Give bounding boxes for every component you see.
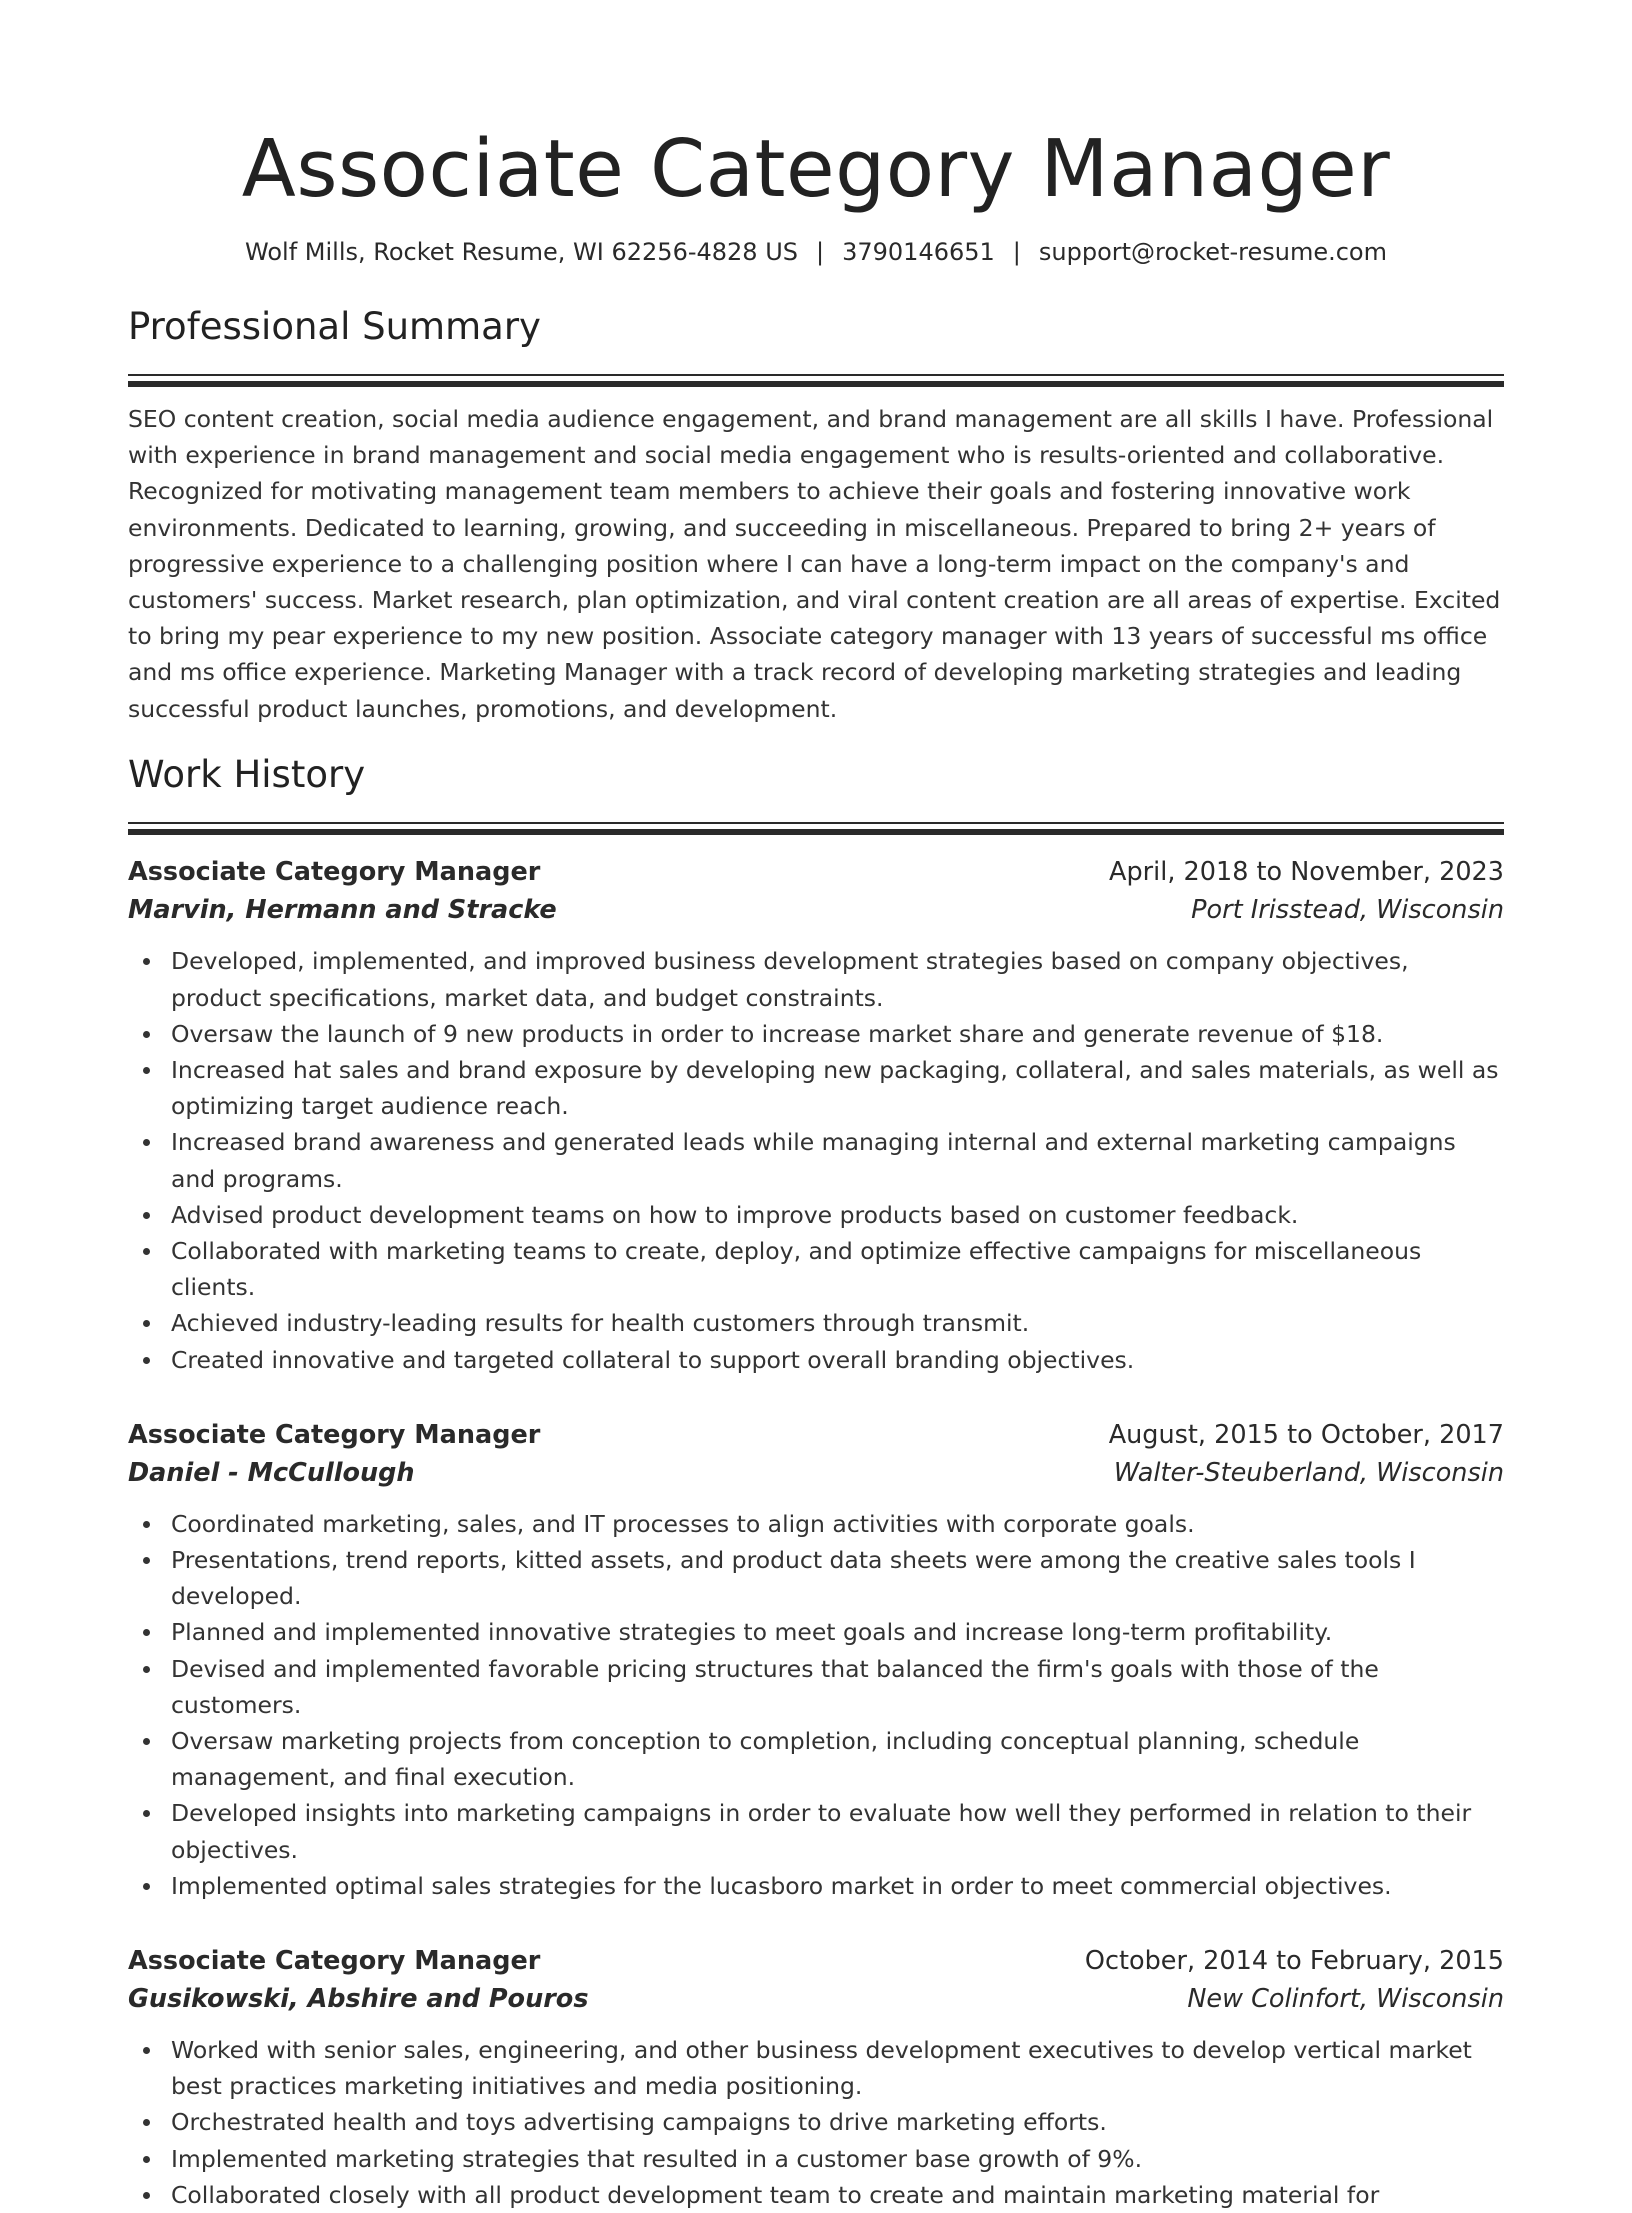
section-divider xyxy=(128,374,1504,387)
contact-line xyxy=(128,236,1504,268)
contact-email: support@rocket-resume.com xyxy=(1038,238,1387,266)
job-bullet: Implemented optimal sales strategies for the lucasboro market in order to meet commercial objectives. xyxy=(171,1868,1504,1904)
job-entry xyxy=(128,853,1504,1377)
professional-summary-section xyxy=(128,302,1504,727)
job-entry xyxy=(128,1942,1504,2213)
resume-page xyxy=(128,0,1504,2213)
contact-address: Wolf Mills, Rocket Resume, WI 62256-4828 US xyxy=(245,238,798,266)
contact-separator: | xyxy=(816,238,825,266)
work-history-section xyxy=(128,750,1504,2213)
section-divider xyxy=(128,822,1504,835)
job-bullet: Advised product development teams on how to improve products based on customer feedback. xyxy=(171,1197,1504,1233)
job-location: New Colinfort, Wisconsin xyxy=(1187,1984,1504,2014)
section-heading-summary: Professional Summary xyxy=(128,305,541,348)
job-dates: April, 2018 to November, 2023 xyxy=(1109,857,1504,888)
job-bullet: Increased brand awareness and generated leads while managing internal and external marketing campaigns and programs. xyxy=(171,1124,1504,1196)
job-bullet: Increased hat sales and brand exposure by developing new packaging, collateral, and sales materials, as well as optimizing target audience reach. xyxy=(171,1052,1504,1124)
job-bullet: Oversaw marketing projects from conception to completion, including conceptual planning, schedule management, and final execution. xyxy=(171,1723,1504,1795)
job-location: Walter-Steuberland, Wisconsin xyxy=(1113,1457,1504,1488)
job-company: Gusikowski, Abshire and Pouros xyxy=(128,1984,589,2014)
job-dates: October, 2014 to February, 2015 xyxy=(1084,1946,1504,1976)
job-entry xyxy=(128,1416,1504,1904)
job-bullet: Devised and implemented favorable pricing structures that balanced the firm's goals with those of the customers. xyxy=(171,1651,1504,1723)
job-bullet: Orchestrated health and toys advertising campaigns to drive marketing efforts. xyxy=(171,2104,1504,2140)
job-company: Marvin, Hermann and Stracke xyxy=(128,895,557,926)
summary-text: SEO content creation, social media audience engagement, and brand management are all skills I have. Professional with experience in brand management and social media engagement who is results-oriented and collaborative. Recognized for motivating management team members to achieve their goals and fostering innovative work environments. Dedicated to learning, growing, and succeeding in miscellaneous. Prepared to bring 2+ years of progressive experience to a challenging position where I can have a long-term impact on the company's and customers' success. Market research, plan optimization, and viral content creation are all areas of expertise. Excited to bring my pear experience to my new position. Associate category manager with 13 years of successful ms office and ms office experience. Marketing Manager with a track record of developing marketing strategies and leading successful product launches, promotions, and development. xyxy=(128,405,1501,723)
job-bullet: Achieved industry-leading results for health customers through transmit. xyxy=(171,1305,1504,1341)
job-bullet: Developed, implemented, and improved business development strategies based on company objectives, product specifications, market data, and budget constraints. xyxy=(171,943,1504,1015)
job-dates: August, 2015 to October, 2017 xyxy=(1108,1419,1504,1450)
job-bullet: Collaborated closely with all product development team to create and maintain marketing material for xyxy=(171,2177,1504,2213)
contact-phone: 3790146651 xyxy=(842,238,995,266)
job-bullet: Developed insights into marketing campaigns in order to evaluate how well they performed in relation to their objectives. xyxy=(171,1795,1504,1867)
job-bullet: Coordinated marketing, sales, and IT processes to align activities with corporate goals. xyxy=(171,1506,1504,1542)
contact-separator: | xyxy=(1012,238,1021,266)
job-bullet-list xyxy=(128,2032,1504,2213)
job-bullet-list xyxy=(128,943,1504,1377)
job-bullet: Oversaw the launch of 9 new products in order to increase market share and generate revenue of $18. xyxy=(171,1016,1504,1052)
job-title: Associate Category Manager xyxy=(128,1946,541,1976)
job-bullet: Presentations, trend reports, kitted assets, and product data sheets were among the creative sales tools I developed. xyxy=(171,1542,1504,1614)
job-company: Daniel - McCullough xyxy=(128,1457,415,1488)
job-title: Associate Category Manager xyxy=(128,857,541,888)
job-bullet: Implemented marketing strategies that resulted in a customer base growth of 9%. xyxy=(171,2141,1504,2177)
job-bullet-list xyxy=(128,1506,1504,1904)
job-bullet: Planned and implemented innovative strategies to meet goals and increase long-term profitability. xyxy=(171,1614,1504,1650)
job-title: Associate Category Manager xyxy=(128,1419,541,1450)
section-heading-work-history: Work History xyxy=(128,753,366,797)
job-bullet: Created innovative and targeted collateral to support overall branding objectives. xyxy=(171,1342,1504,1378)
job-bullet: Worked with senior sales, engineering, and other business development executives to develop vertical market best practices marketing initiatives and media positioning. xyxy=(171,2032,1504,2104)
job-location: Port Irisstead, Wisconsin xyxy=(1191,895,1504,926)
resume-title: Associate Category Manager xyxy=(241,123,1391,215)
job-bullet: Collaborated with marketing teams to create, deploy, and optimize effective campaigns for miscellaneous clients. xyxy=(171,1233,1504,1305)
